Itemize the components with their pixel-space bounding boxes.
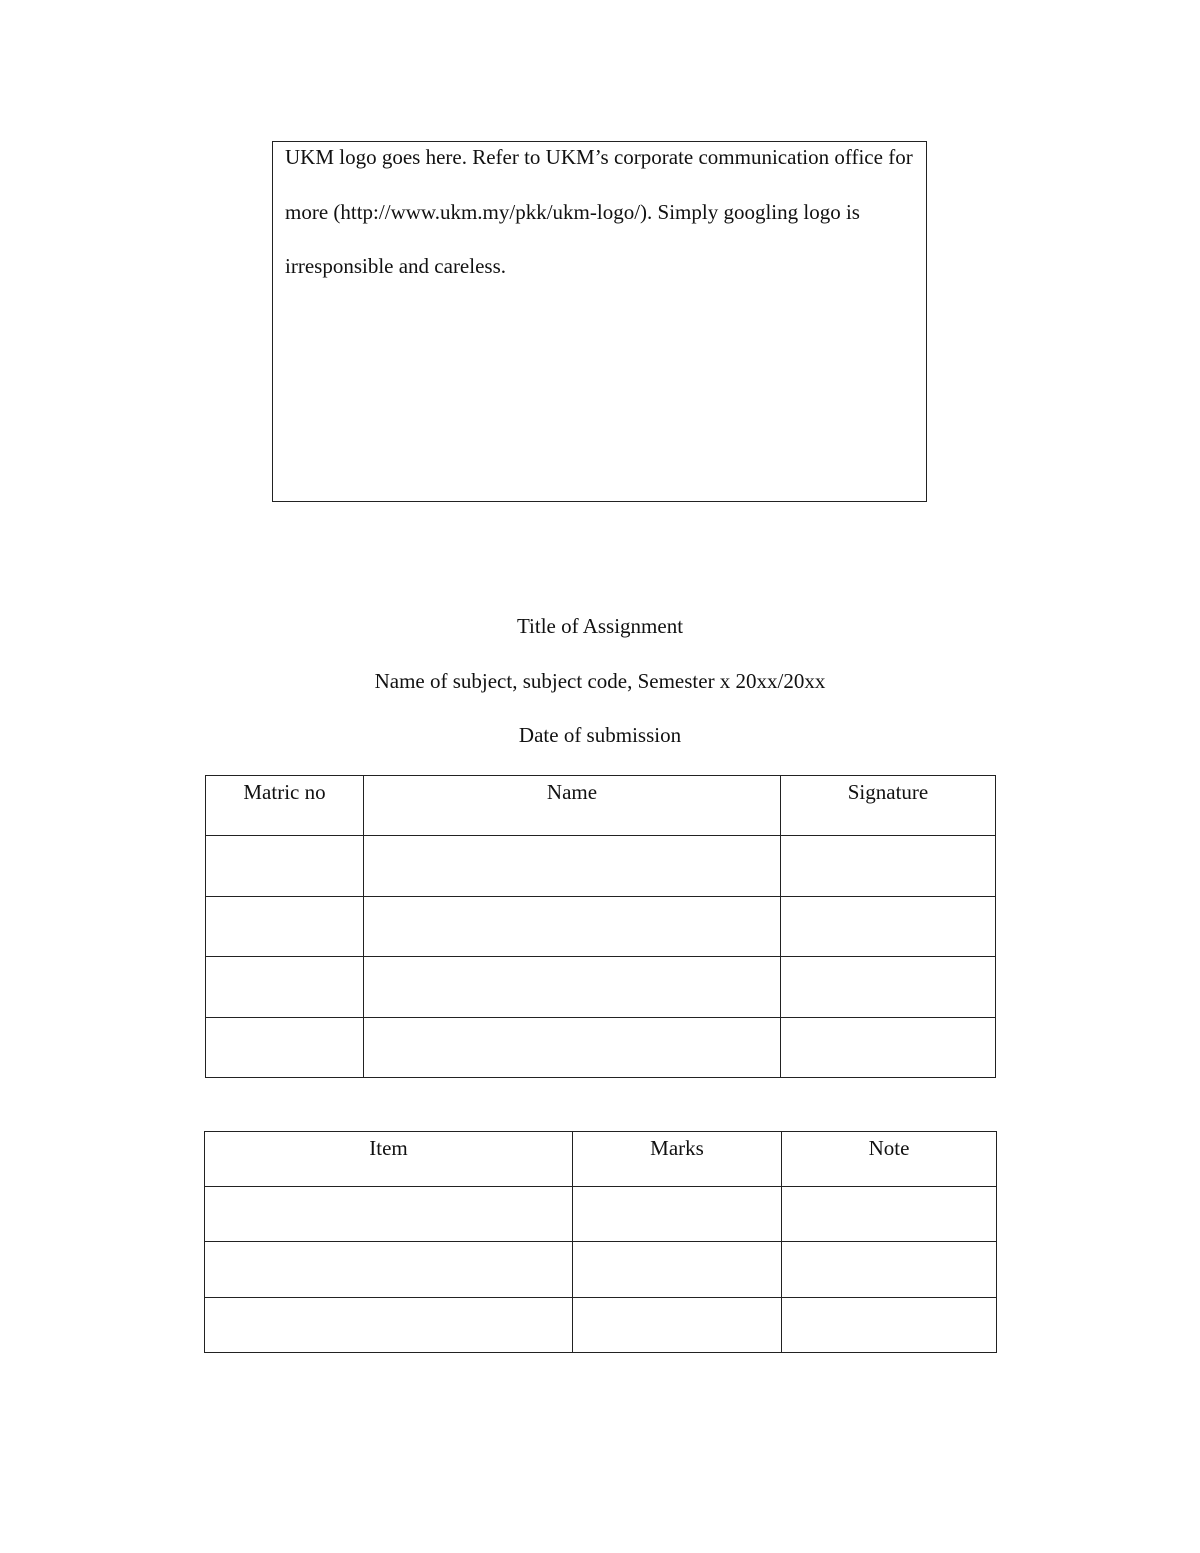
submission-date: Date of submission [518,723,682,747]
header-marks: Marks [573,1132,782,1187]
note-cell[interactable] [782,1297,997,1352]
header-item: Item [205,1132,573,1187]
members-table [205,775,996,1078]
assignment-title: Title of Assignment [516,614,684,638]
matric-no-cell[interactable] [206,1017,364,1077]
marks-cell[interactable] [573,1187,782,1242]
item-cell[interactable] [205,1242,573,1297]
header-note: Note [782,1132,997,1187]
members-row [206,896,996,956]
signature-cell[interactable] [781,836,996,896]
item-cell[interactable] [205,1297,573,1352]
name-cell[interactable] [364,957,781,1017]
note-cell[interactable] [782,1242,997,1297]
matric-no-cell[interactable] [206,836,364,896]
marks-cell[interactable] [573,1242,782,1297]
signature-cell[interactable] [781,896,996,956]
members-row [206,836,996,896]
marks-row [205,1297,997,1352]
name-cell[interactable] [364,896,781,956]
signature-cell[interactable] [781,1017,996,1077]
marks-row [205,1242,997,1297]
marks-header-row [205,1132,997,1187]
name-cell[interactable] [364,836,781,896]
note-cell[interactable] [782,1187,997,1242]
marks-cell[interactable] [573,1297,782,1352]
header-matric-no: Matric no [206,776,364,836]
matric-no-cell[interactable] [206,896,364,956]
header-name: Name [364,776,781,836]
members-row [206,1017,996,1077]
logo-placeholder-box [272,141,927,502]
members-header-row [206,776,996,836]
marks-table [204,1131,997,1353]
logo-placeholder-text: UKM logo goes here. Refer to UKM’s corporate communication office for more (http://www.ukm.my/pkk/ukm-logo/). Simply googling logo is irresponsible and careless. [285,145,913,278]
matric-no-cell[interactable] [206,957,364,1017]
header-signature: Signature [781,776,996,836]
members-row [206,957,996,1017]
signature-cell[interactable] [781,957,996,1017]
subject-line: Name of subject, subject code, Semester x 20xx/20xx [374,669,826,693]
item-cell[interactable] [205,1187,573,1242]
marks-row [205,1187,997,1242]
name-cell[interactable] [364,1017,781,1077]
